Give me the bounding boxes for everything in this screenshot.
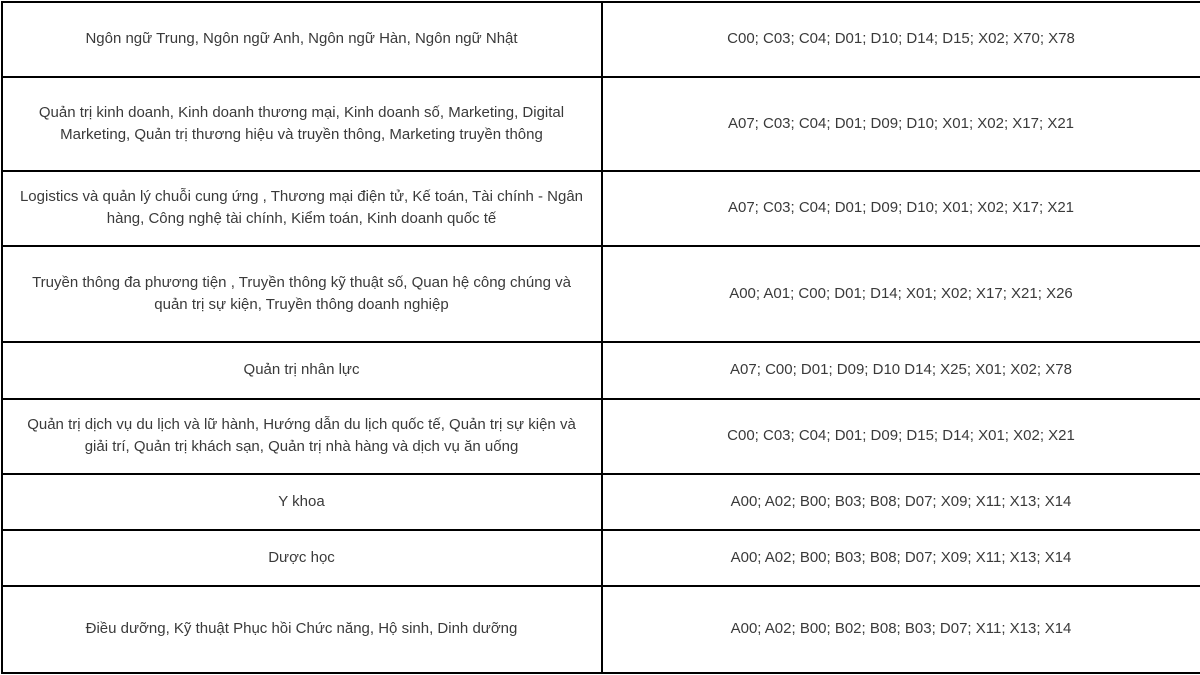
combos-text: A07; C00; D01; D09; D10 D14; X25; X01; X02; X78 [730,361,1072,378]
table-row [2,77,1200,171]
table-row [2,530,1200,586]
combos-text: A07; C03; C04; D01; D09; D10; X01; X02; X17; X21 [727,199,1075,216]
combos-cell [602,342,1200,399]
table-row [2,399,1200,474]
majors-cell [2,586,602,673]
combos-cell [602,399,1200,474]
majors-cell [2,342,602,399]
majors-text: Ngôn ngữ Trung, Ngôn ngữ Anh, Ngôn ngữ Hàn, Ngôn ngữ Nhật [85,30,518,47]
majors-text: Quản trị nhân lực [243,361,360,378]
majors-cell [2,77,602,171]
table-row [2,342,1200,399]
table-row [2,586,1200,673]
majors-text: Truyền thông đa phương tiện , Truyền thông kỹ thuật số, Quan hệ công chúng và quản trị sự kiện, Truyền thông doanh nghiệp [32,273,571,313]
combos-text: A00; A02; B00; B02; B08; B03; D07; X11; X13; X14 [730,620,1072,637]
majors-cell [2,530,602,586]
combos-cell [602,246,1200,342]
combos-cell [602,586,1200,673]
majors-text: Quản trị dịch vụ du lịch và lữ hành, Hướng dẫn du lịch quốc tế, Quản trị sự kiện và giải trí, Quản trị khách sạn, Quản trị nhà hàng và dịch vụ ăn uống [27,416,576,455]
majors-text: Điều dưỡng, Kỹ thuật Phục hồi Chức năng, Hộ sinh, Dinh dưỡng [85,620,518,637]
majors-text: Logistics và quản lý chuỗi cung ứng , Thương mại điện tử, Kế toán, Tài chính - Ngân hàng, Công nghệ tài chính, Kiểm toán, Kinh doanh quốc tế [19,188,584,227]
majors-text: Y khoa [278,492,325,510]
combos-text: C00; C03; C04; D01; D10; D14; D15; X02; X70; X78 [727,30,1075,47]
combos-cell [602,474,1200,530]
combos-text: A00; A01; C00; D01; D14; X01; X02; X17; X21; X26 [729,284,1073,302]
combos-text: A07; C03; C04; D01; D09; D10; X01; X02; X17; X21 [727,114,1075,132]
majors-text: Dược học [268,548,335,566]
majors-cell [2,246,602,342]
table-row [2,246,1200,342]
combos-cell [602,77,1200,171]
combos-text: C00; C03; C04; D01; D09; D15; D14; X01; X02; X21 [727,427,1075,444]
admission-combinations-table [1,1,1200,674]
combos-cell [602,2,1200,77]
combos-text: A00; A02; B00; B03; B08; D07; X09; X11; X13; X14 [730,492,1072,510]
majors-cell [2,2,602,77]
table-row [2,2,1200,77]
combos-cell [602,530,1200,586]
table-row [2,474,1200,530]
majors-cell [2,399,602,474]
combos-text: A00; A02; B00; B03; B08; D07; X09; X11; X13; X14 [730,548,1072,566]
majors-text: Quản trị kinh doanh, Kinh doanh thương mại, Kinh doanh số, Marketing, Digital Marketing, Quản trị thương hiệu và truyền thông, Marketing truyền thông [38,103,565,143]
table-row [2,171,1200,246]
combos-cell [602,171,1200,246]
majors-cell [2,474,602,530]
majors-cell [2,171,602,246]
